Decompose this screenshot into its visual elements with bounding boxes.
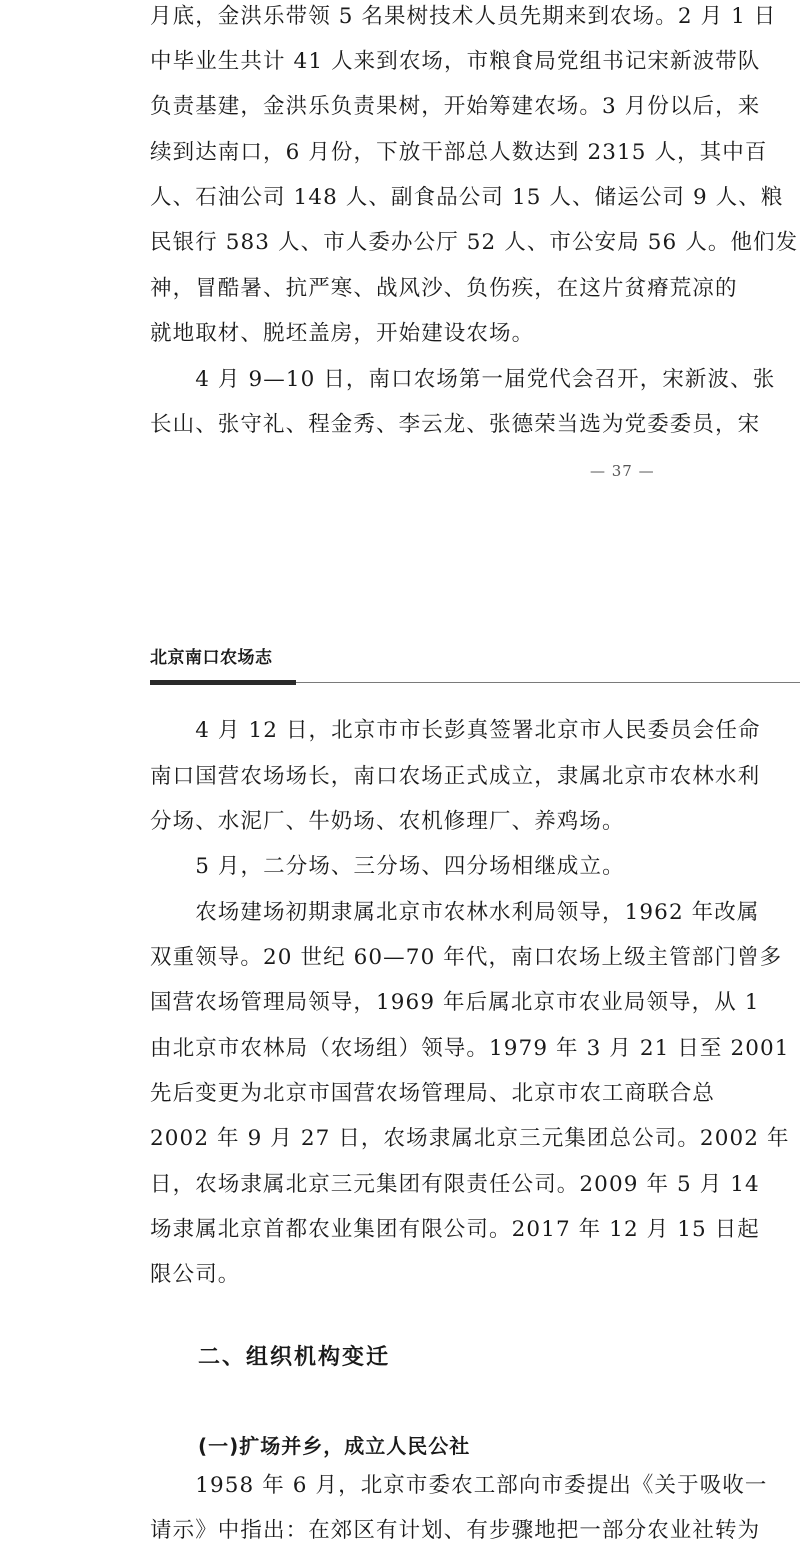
text-line: 限公司。: [150, 1262, 241, 1287]
text-line: 长山、张守礼、程金秀、李云龙、张德荣当选为党委委员，宋: [150, 412, 761, 437]
text-line: 就地取材、脱坯盖房，开始建设农场。: [150, 321, 535, 346]
text-line: 5 月，二分场、三分场、四分场相继成立。: [150, 854, 625, 879]
text-line: 国营农场管理局领导，1969 年后属北京市农业局领导，从 1: [150, 990, 760, 1015]
text-line: 4 月 12 日，北京市市长彭真签署北京市人民委员会任命: [150, 718, 761, 743]
text-line: 神，冒酷暑、抗严寒、战风沙、负伤疾，在这片贫瘠荒凉的: [150, 276, 738, 301]
sub-heading: (一)扩场并乡，成立人民公社: [198, 1434, 471, 1458]
text-line: 农场建场初期隶属北京市农林水利局领导，1962 年改属: [150, 900, 760, 925]
running-head: 北京南口农场志: [150, 648, 273, 668]
text-line: 先后变更为北京市国营农场管理局、北京市农工商联合总: [150, 1081, 716, 1106]
text-line: 2002 年 9 月 27 日，农场隶属北京三元集团总公司。2002 年: [150, 1126, 790, 1151]
text-line: 续到达南口，6 月份，下放干部总人数达到 2315 人，其中百: [150, 140, 768, 165]
text-line: 请示》中指出：在郊区有计划、有步骤地把一部分农业社转为: [150, 1518, 761, 1543]
text-line: 月底，金洪乐带领 5 名果树技术人员先期来到农场。2 月 1 日: [150, 4, 777, 29]
text-line: 由北京市农林局（农场组）领导。1979 年 3 月 21 日至 2001: [150, 1036, 790, 1061]
text-line: 负责基建，金洪乐负责果树，开始筹建农场。3 月份以后，来: [150, 94, 761, 119]
text-line: 场隶属北京首都农业集团有限公司。2017 年 12 月 15 日起: [150, 1217, 760, 1242]
text-line: 人、石油公司 148 人、副食品公司 15 人、储运公司 9 人、粮: [150, 185, 784, 210]
header-rule-accent: [150, 680, 296, 685]
page-number: — 37 —: [590, 462, 655, 480]
text-line: 1958 年 6 月，北京市委农工部向市委提出《关于吸收一: [150, 1473, 768, 1498]
text-line: 4 月 9—10 日，南口农场第一届党代会召开，宋新波、张: [150, 367, 776, 392]
text-line: 双重领导。20 世纪 60—70 年代，南口农场上级主管部门曾多: [150, 945, 783, 970]
text-line: 民银行 583 人、市人委办公厅 52 人、市公安局 56 人。他们发: [150, 230, 799, 255]
text-line: 分场、水泥厂、牛奶场、农机修理厂、养鸡场。: [150, 809, 625, 834]
text-line: 中毕业生共计 41 人来到农场，市粮食局党组书记宋新波带队: [150, 49, 761, 74]
section-heading: 二、组织机构变迁: [198, 1345, 391, 1370]
text-line: 南口国营农场场长，南口农场正式成立，隶属北京市农林水利: [150, 764, 761, 789]
text-line: 日，农场隶属北京三元集团有限责任公司。2009 年 5 月 14: [150, 1172, 760, 1197]
